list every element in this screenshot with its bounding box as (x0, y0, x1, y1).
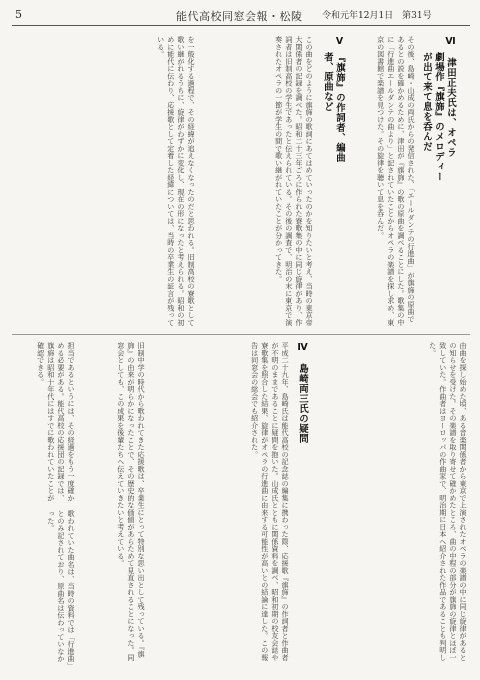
page-number: 5 (15, 8, 22, 21)
paragraph-top-right: その後、島崎・山成の両氏からの発信された、「エールダンテの行進曲」が旗旆の原曲であるとの説を確かめるために、津田が『旗旆』の歌の原曲を調べることにした。歌集の中に「行進曲エールダンテの曲より」と記されていたことからオペラの楽譜を探し求め、東京の図書館で楽譜を見つけた。その旋律を聴いて息を呑んだ。 (376, 36, 416, 326)
paragraph-bottom-middle: 平成二十九年、島崎氏は能代高校の記念誌の編集に携わった際、応援歌『旗旆』の作詞者と作曲者が不明のままであることに疑問を抱いた。山成氏とともに関係資料を調べ、昭和初期の校友会誌や寮歌集を照合した結果、旋律がオペラの行進曲に由来する可能性が高いとの結論に達した。この報告は同窓会の総会でも紹介された。 (250, 342, 290, 661)
paragraph-left-bottom: 歌われていた曲名は、当時の資料では「行進曲」とのみ記されており、原曲名は伝わっていなかった。 (46, 510, 76, 666)
paragraph-top-middle: この曲をどのように旗旆の歌詞にあてはめていったのかを知りたいと考え、当時の東京帝大関係者の記録を調べた。昭和二十三年ごろに作られた寮歌集の中に同じ旋律があり、作詞者は旧制高校の学生であったと伝えられている。その後の調査で、明治の末に東京で演奏されたオペラの一節が学生の間で歌い継がれていたことが分かってきた。 (274, 36, 314, 326)
page-header (0, 0, 480, 32)
issue-date: 令和元年12月1日 第31号 (322, 11, 432, 21)
paragraph-top-left: を一般化する過程で、その経緯が追えなくなったのだと思われる。旧制高校の寮歌として歌い継がれるうちに、旋律がわずかに変化し、現在の形になったと考えられる。昭和の初めに能代に伝わり、応援歌として定着した経緯については、当時の卒業生の証言が残っている。 (156, 36, 196, 326)
newsletter-title: 能代高校同窓会報・松陵 (176, 10, 303, 23)
section-v-heading-line2: 者、原曲など (322, 52, 333, 112)
section-v-heading: Ⅴ 『旗旆』の作詞者、編曲 (334, 36, 345, 163)
paragraph-left-top: 担当であるというには、その経過をもう一度確かめる必要がある。能代高校の応援団の記録では、旗旆は昭和十年代にはすでに歌われていたことが確認できる。 (36, 342, 76, 502)
paragraph-bottom-right: 由曲を探し始めた頃、ある音楽関係者から東京で上演されたオペラの楽譜の中に同じ旋律があるとの知らせを受けた。その楽譜を取り寄せて確かめたところ、曲の中程の部分が旗旆の旋律とほぼ一致していた。作曲者はヨーロッパの作曲家で、明治期に日本へ紹介された作品であることも判明した。 (428, 342, 468, 661)
section-vi-heading: Ⅵ 津田正夫氏は、オペラ (445, 36, 456, 158)
section-vi-heading-line2: 劇場作『旗旆』のメロディー (433, 52, 444, 182)
section-vi-heading-line3: が出て来て息を呑んだ (421, 52, 432, 152)
column-divider (12, 334, 470, 335)
header-rule (12, 25, 470, 26)
section-iv-heading: Ⅳ 島崎両三氏の疑問 (297, 342, 308, 444)
paragraph-bottom-left: 旧制中学の時代から歌われてきた応援歌は、卒業生にとって特別な思い出として残っている。『旗旆』の由来が明らかになったことで、その歴史的な価値があらためて見直されることになった。同窓会としても、この成果を後輩たちへ伝えていきたいと考えている。 (116, 342, 146, 661)
